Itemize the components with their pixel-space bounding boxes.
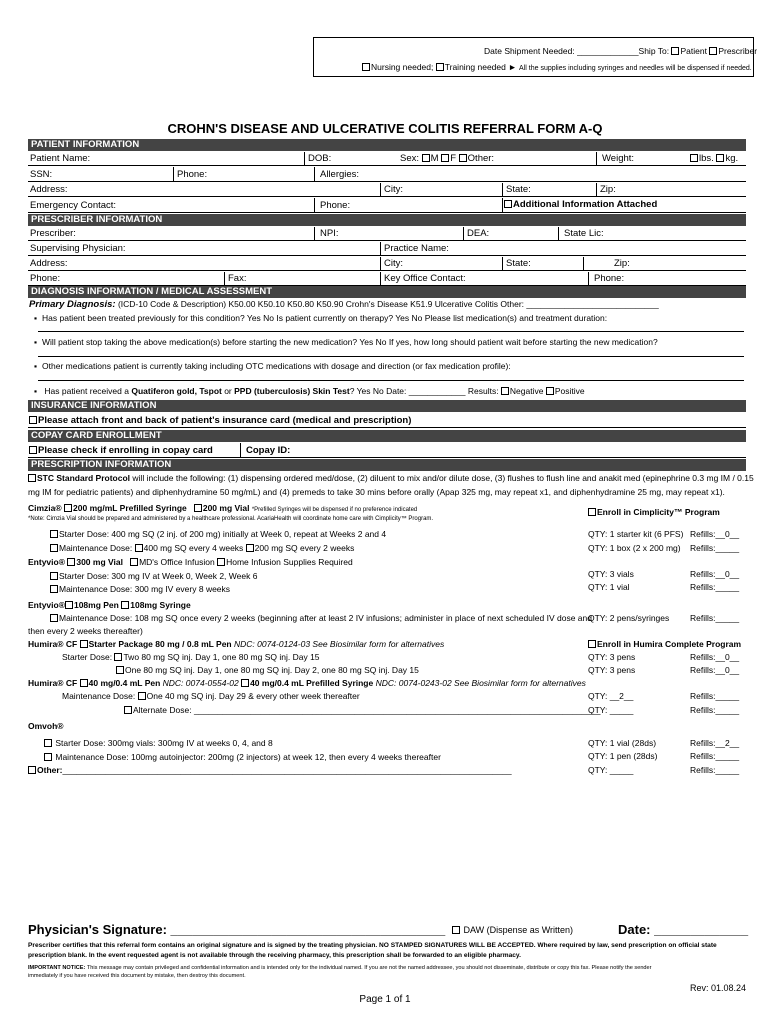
humira-complete-label: Enroll in Humira Complete Program bbox=[597, 639, 742, 649]
dea-field[interactable]: DEA: bbox=[467, 228, 490, 239]
positive-label: Positive bbox=[554, 386, 585, 396]
treated-previously-question[interactable]: ▪ Has patient been treated previously for this condition? Yes No Is patient currently on therapy? Yes No Please list medication(s) and treatment duration: bbox=[34, 313, 607, 323]
entyvio108-maint-label: Maintenance Dose: 108 mg SQ once every 2 weeks (beginning after at least 2 IV infusions; administer in place of next scheduled IV dose and bbox=[59, 613, 592, 623]
copay-id-field[interactable]: Copay ID: bbox=[246, 445, 291, 456]
answer-line[interactable] bbox=[38, 331, 744, 332]
physician-signature-field[interactable]: Physician's Signature: ______________________________________ bbox=[28, 922, 446, 937]
stc-protocol bbox=[28, 473, 754, 483]
tb-q-c: or bbox=[221, 386, 235, 396]
stc-text-2: mg IM for pediatric patients) and diphenhydramine 50 mg/mL) and (4) premeds to take 30 mins before orally (Apap 325 mg, may repeat x1, and diphenhydramine 25 mg, may repeat x1). bbox=[28, 487, 725, 497]
copay-row bbox=[28, 443, 746, 458]
stc-text: will include the following: (1) dispensing ordered med/dose, (2) diluent to mix and/or dilute dose, (3) flushes to flush line and anakit med (epinephrine 0.3 mg IM / 0.15 bbox=[130, 473, 754, 483]
copay-header: COPAY CARD ENROLLMENT bbox=[28, 430, 746, 442]
tb-q-a: Has patient received a bbox=[44, 386, 132, 396]
patient-name-field[interactable]: Patient Name: bbox=[30, 153, 91, 164]
entyvio108-refills[interactable]: Refills:_____ bbox=[690, 613, 740, 623]
weight-units bbox=[690, 153, 738, 164]
humira-refills-1[interactable]: Refills:__0__ bbox=[690, 652, 740, 662]
omvoh-maint-label: Maintenance Dose: 100mg autoinjector: 200mg (2 injectors) at week 12, then every 4 weeks thereafter bbox=[55, 752, 441, 762]
omvoh-starter-checkbox[interactable] bbox=[44, 739, 52, 747]
stc-checkbox[interactable] bbox=[28, 474, 36, 482]
humira-s2-checkbox[interactable] bbox=[116, 666, 124, 674]
sex-label: Sex: bbox=[400, 153, 420, 164]
humira40-alt-checkbox[interactable] bbox=[124, 706, 132, 714]
additional-info-label: Additional Information Attached bbox=[513, 199, 658, 210]
cimzia-qty-2[interactable]: QTY: 1 box (2 x 200 mg) bbox=[588, 543, 681, 553]
entyvio108-line bbox=[28, 600, 191, 610]
entyvio-label: Entyvio® bbox=[28, 557, 65, 567]
sex-f-label: F bbox=[450, 153, 457, 164]
entyvio-md-checkbox[interactable] bbox=[130, 558, 138, 566]
patient-zip-field[interactable]: Zip: bbox=[600, 184, 616, 195]
humira40-qty-1[interactable]: QTY: __2__ bbox=[588, 691, 634, 701]
other-line bbox=[28, 765, 512, 775]
humira40-m1-checkbox[interactable] bbox=[138, 692, 146, 700]
prescriber-row-1 bbox=[28, 227, 746, 241]
sex-other-checkbox[interactable] bbox=[459, 154, 467, 162]
entyvio108-maint-checkbox[interactable] bbox=[50, 614, 58, 622]
entyvio-qty-2[interactable]: QTY: 1 vial bbox=[588, 582, 630, 592]
daw-checkbox[interactable] bbox=[452, 926, 460, 934]
ship-line-1 bbox=[484, 46, 757, 56]
emergency-contact-field[interactable]: Emergency Contact: bbox=[30, 200, 117, 211]
entyvio108-maint-2: then every 2 weeks thereafter) bbox=[28, 626, 143, 636]
humira40-label: Humira® CF bbox=[28, 678, 78, 688]
cimzia-maint bbox=[50, 543, 354, 553]
cimzia-qty-1[interactable]: QTY: 1 starter kit (6 PFS) bbox=[588, 529, 684, 539]
omvoh-refills-1[interactable]: Refills:__2__ bbox=[690, 738, 740, 748]
cimzia-vial-label: 200 mg Vial bbox=[202, 503, 250, 513]
important-notice bbox=[28, 965, 652, 971]
nursing-label: Nursing needed; bbox=[371, 62, 436, 72]
other-input-line[interactable]: _______________________________________________________________________________________________ bbox=[62, 765, 512, 775]
sex-m-label: M bbox=[430, 153, 439, 164]
humira40-line bbox=[28, 678, 586, 688]
dob-field[interactable]: DOB: bbox=[308, 153, 332, 164]
insurance-checkbox[interactable] bbox=[29, 416, 37, 424]
humira-s1-label: Two 80 mg SQ inj. Day 1, one 80 mg SQ inj. Day 15 bbox=[123, 652, 320, 662]
tb-q-b: Quatiferon gold, Tspot bbox=[131, 386, 222, 396]
prescriber-state-field[interactable]: State: bbox=[506, 258, 531, 269]
cimzia-maint-200-label: 200 mg SQ every 2 weeks bbox=[254, 543, 355, 553]
insurance-header: INSURANCE INFORMATION bbox=[28, 400, 746, 412]
prescriber-row-4 bbox=[28, 272, 746, 286]
allergies-field[interactable]: Allergies: bbox=[320, 169, 360, 180]
omvoh-starter bbox=[44, 738, 273, 748]
notice-text-2: immediately if you have received this document by mistake, then destroy this document. bbox=[28, 973, 246, 979]
cimzia-maint-checkbox[interactable] bbox=[50, 544, 58, 552]
patient-row-2 bbox=[28, 167, 746, 182]
revision-label: Rev: 01.08.24 bbox=[690, 983, 747, 993]
humira-qty-2[interactable]: QTY: 3 pens bbox=[588, 665, 636, 675]
humira-line bbox=[28, 639, 444, 649]
tb-test-question bbox=[34, 386, 585, 396]
tb-q-e[interactable]: ? Yes No Date: ____________ Results: bbox=[349, 386, 501, 396]
ssn-field[interactable]: SSN: bbox=[30, 169, 53, 180]
cimplicity-label: Enroll in Cimplicity™ Program bbox=[597, 507, 720, 517]
state-lic-field[interactable]: State Lic: bbox=[564, 228, 604, 239]
prescriber-zip-field[interactable]: Zip: bbox=[614, 258, 630, 269]
other-qty[interactable]: QTY: _____ bbox=[588, 765, 634, 775]
entyvio108-label: Entyvio® bbox=[28, 600, 65, 610]
entyvio-vial-checkbox[interactable] bbox=[67, 558, 75, 566]
humira40-syringe-label: 40 mg/0.4 mL Prefilled Syringe bbox=[250, 678, 374, 688]
humira-s2 bbox=[116, 665, 419, 675]
entyvio-starter-label: Starter Dose: 300 mg IV at Week 0, Week 2, Week 6 bbox=[59, 571, 258, 581]
cimzia-syringe-label: 200 mg/mL Prefilled Syringe bbox=[73, 503, 187, 513]
humira-ndc: NDC: 0074-0124-03 See Biosimilar form for alternatives bbox=[231, 639, 445, 649]
stop-medication-question[interactable]: ▪ Will patient stop taking the above medication(s) before starting the new medication? Yes No If yes, how long should patient wait before starting the new medication? bbox=[34, 337, 658, 347]
entyvio-maint-label: Maintenance Dose: 300 mg IV every 8 weeks bbox=[59, 584, 231, 594]
sex-f-checkbox[interactable] bbox=[441, 154, 449, 162]
cimplicity-enroll bbox=[588, 507, 720, 517]
humira40-alt bbox=[124, 705, 601, 715]
daw-label: DAW (Dispense as Written) bbox=[463, 925, 574, 935]
humira40-pen-label: 40 mg/0.4 mL Pen bbox=[88, 678, 161, 688]
humira40-maint bbox=[62, 691, 360, 701]
form-title: CROHN'S DISEASE AND ULCERATIVE COLITIS REFERRAL FORM A-Q bbox=[167, 121, 603, 136]
cimzia-note-2: *Note: Cimzia Vial should be prepared and administered by a healthcare professional. AcariaHealth will coordinate home care with Cimplicity™ Program. bbox=[28, 516, 434, 522]
entyvio108-pen-label: 108mg Pen bbox=[73, 600, 119, 610]
entyvio-maint-checkbox[interactable] bbox=[50, 585, 58, 593]
additional-info-checkbox[interactable] bbox=[504, 200, 512, 208]
prescriber-address-field[interactable]: Address: bbox=[30, 258, 68, 269]
cimzia-maint-400-checkbox[interactable] bbox=[135, 544, 143, 552]
humira40-m1-label: One 40 mg SQ inj. Day 29 & every other week thereafter bbox=[146, 691, 360, 701]
entyvio-refills-1[interactable]: Refills:__0__ bbox=[690, 569, 740, 579]
ship-patient-checkbox[interactable] bbox=[671, 47, 679, 55]
omvoh-maint bbox=[44, 752, 441, 762]
other-refills[interactable]: Refills:_____ bbox=[690, 765, 740, 775]
patient-row-4 bbox=[28, 198, 746, 213]
diagnosis-header: DIAGNOSIS INFORMATION / MEDICAL ASSESSMENT bbox=[28, 286, 746, 298]
additional-info bbox=[504, 199, 657, 210]
cimzia-line bbox=[28, 503, 417, 513]
primary-diagnosis bbox=[29, 299, 659, 310]
cimzia-starter-label: Starter Dose: 400 mg SQ (2 inj. of 200 mg) initially at Week 0, repeat at Weeks 2 and 4 bbox=[59, 529, 387, 539]
humira-starter-pkg-checkbox[interactable] bbox=[80, 640, 88, 648]
humira40-alt-label[interactable]: Alternate Dose: ______________________________________________________________________________________ bbox=[133, 705, 601, 715]
certify-text: Prescriber certifies that this referral form contains an original signature and is signed by the treating physician. NO STAMPED SIGNATURES WILL BE ACCEPTED. Where required by law, send prescription on official state bbox=[28, 942, 717, 949]
training-checkbox[interactable] bbox=[436, 63, 444, 71]
humira40-qty-2[interactable]: QTY: _____ bbox=[588, 705, 634, 715]
answer-line[interactable] bbox=[38, 356, 744, 357]
entyvio-starter bbox=[50, 571, 257, 581]
prescription-header: PRESCRIPTION INFORMATION bbox=[28, 459, 746, 471]
signature-date-field[interactable]: Date: _____________ bbox=[618, 922, 749, 937]
cimzia-starter bbox=[50, 529, 386, 539]
entyvio-line bbox=[28, 557, 353, 567]
humira40-ndc-2: NDC: 0074-0243-02 See Biosimilar form for alternatives bbox=[373, 678, 586, 688]
weight-field[interactable]: Weight: bbox=[602, 153, 635, 164]
entyvio-qty-1[interactable]: QTY: 3 vials bbox=[588, 569, 634, 579]
cimzia-refills-2[interactable]: Refills:_____ bbox=[690, 543, 740, 553]
other-label: Other: bbox=[37, 765, 63, 775]
omvoh-refills-2[interactable]: Refills:_____ bbox=[690, 751, 740, 761]
cimzia-vial-checkbox[interactable] bbox=[194, 504, 202, 512]
stc-label: STC Standard Protocol bbox=[37, 473, 131, 483]
humira-complete-enroll bbox=[588, 639, 741, 649]
tb-q-d: PPD (tuberculosis) Skin Test bbox=[234, 386, 350, 396]
entyvio-home-label: Home Infusion Supplies Required bbox=[226, 557, 353, 567]
sex-other-label: Other: bbox=[467, 153, 495, 164]
humira-label: Humira® CF bbox=[28, 639, 78, 649]
lbs-label: lbs. bbox=[699, 153, 714, 164]
entyvio108-maint bbox=[50, 613, 592, 623]
cimzia-maint-label: Maintenance Dose: bbox=[59, 543, 135, 553]
ship-prescriber-checkbox[interactable] bbox=[709, 47, 717, 55]
patient-phone-field[interactable]: Phone: bbox=[177, 169, 208, 180]
copay-label: Please check if enrolling in copay card bbox=[38, 445, 213, 456]
ship-patient-label: Patient bbox=[680, 46, 707, 56]
notice-text: This message may contain privileged and confidential information and is intended only for the individual named. If you are not the named addressee, you should not disseminate, distribute or copy this fax. Please notify the sender bbox=[85, 965, 652, 971]
certify-text-2: prescription blank. In the event requested agent is not available through the receiving pharmacy, this prescription shall be forwarded to an eligible pharmacy. bbox=[28, 952, 521, 959]
patient-address-field[interactable]: Address: bbox=[30, 184, 68, 195]
supervising-physician-field[interactable]: Supervising Physician: bbox=[30, 243, 126, 254]
shipment-box bbox=[313, 37, 758, 77]
omvoh-qty-2[interactable]: QTY: 1 pen (28ds) bbox=[588, 751, 658, 761]
entyvio-vial-label: 300 mg Vial bbox=[76, 557, 123, 567]
humira40-refills-1[interactable]: Refills:_____ bbox=[690, 691, 740, 701]
sex-field bbox=[400, 153, 494, 164]
omvoh-label: Omvoh® bbox=[28, 721, 64, 731]
page-number: Page 1 of 1 bbox=[359, 994, 411, 1005]
other-medications-question[interactable]: ▪ Other medications patient is currently taking including OTC medications with dosage and direction (or fax medication profile): bbox=[34, 361, 511, 371]
other-checkbox[interactable] bbox=[28, 766, 36, 774]
ship-prescriber-label: Prescriber bbox=[718, 46, 758, 56]
entyvio-md-label: MD's Office Infusion bbox=[139, 557, 215, 567]
humira-qty-1[interactable]: QTY: 3 pens bbox=[588, 652, 636, 662]
patient-info-header: PATIENT INFORMATION bbox=[28, 139, 746, 151]
omvoh-qty-1[interactable]: QTY: 1 vial (28ds) bbox=[588, 738, 657, 748]
kg-label: kg. bbox=[725, 153, 739, 164]
ship-date-label: Date Shipment Needed: _____________Ship To: bbox=[484, 46, 672, 56]
cimzia-label: Cimzia® bbox=[28, 503, 62, 513]
cimzia-maint-200-checkbox[interactable] bbox=[246, 544, 254, 552]
ship-line-2 bbox=[362, 62, 752, 72]
insurance-attach bbox=[29, 415, 411, 426]
humira-starter-pkg-label: Starter Package 80 mg / 0.8 mL Pen bbox=[88, 639, 232, 649]
humira-complete-checkbox[interactable] bbox=[588, 640, 596, 648]
omvoh-maint-checkbox[interactable] bbox=[44, 753, 52, 761]
prescriber-city-field[interactable]: City: bbox=[384, 258, 403, 269]
daw bbox=[452, 925, 573, 935]
entyvio108-qty[interactable]: QTY: 2 pens/syringes bbox=[588, 613, 670, 623]
prescriber-fax-field[interactable]: Fax: bbox=[228, 273, 247, 284]
negative-checkbox[interactable] bbox=[501, 387, 509, 395]
answer-line[interactable] bbox=[38, 380, 744, 381]
nursing-checkbox[interactable] bbox=[362, 63, 370, 71]
copay-enroll bbox=[29, 445, 213, 456]
cimzia-syringe-checkbox[interactable] bbox=[64, 504, 72, 512]
lbs-checkbox[interactable] bbox=[690, 154, 698, 162]
entyvio-maint bbox=[50, 584, 230, 594]
cimzia-starter-checkbox[interactable] bbox=[50, 530, 58, 538]
patient-state-field[interactable]: State: bbox=[506, 184, 531, 195]
notice-label: IMPORTANT NOTICE: bbox=[28, 965, 86, 971]
key-office-phone-field[interactable]: Phone: bbox=[594, 273, 625, 284]
key-office-contact-field[interactable]: Key Office Contact: bbox=[384, 273, 466, 284]
emergency-phone-field[interactable]: Phone: bbox=[320, 200, 351, 211]
humira40-pen-checkbox[interactable] bbox=[80, 679, 88, 687]
humira-s2-label: One 80 mg SQ inj. Day 1, one 80 mg SQ inj. Day 2, one 80 mg SQ inj. Day 15 bbox=[125, 665, 419, 675]
sex-m-checkbox[interactable] bbox=[422, 154, 430, 162]
cimzia-note: *Prefilled Syringes will be dispensed if no preference indicated bbox=[251, 507, 418, 513]
prescriber-row-2 bbox=[28, 242, 746, 256]
humira-starter-label: Starter Dose: bbox=[62, 652, 113, 662]
training-label: Training needed bbox=[444, 62, 506, 72]
insurance-label: Please attach front and back of patient's insurance card (medical and prescription) bbox=[38, 415, 412, 426]
humira-starter bbox=[62, 652, 320, 662]
patient-city-field[interactable]: City: bbox=[384, 184, 403, 195]
arrow-icon: ► bbox=[508, 62, 517, 72]
primary-diagnosis-label: Primary Diagnosis: bbox=[29, 299, 116, 310]
negative-label: Negative bbox=[509, 386, 544, 396]
humira-refills-2[interactable]: Refills:__0__ bbox=[690, 665, 740, 675]
prescriber-field[interactable]: Prescriber: bbox=[30, 228, 76, 239]
prescriber-row-3 bbox=[28, 257, 746, 271]
npi-field[interactable]: NPI: bbox=[320, 228, 339, 239]
cimzia-maint-400-label: 400 mg SQ every 4 weeks bbox=[143, 543, 246, 553]
entyvio-home-checkbox[interactable] bbox=[217, 558, 225, 566]
prescriber-info-header: PRESCRIBER INFORMATION bbox=[28, 214, 746, 226]
practice-name-field[interactable]: Practice Name: bbox=[384, 243, 449, 254]
kg-checkbox[interactable] bbox=[716, 154, 724, 162]
insurance-row bbox=[28, 413, 746, 428]
supplies-note: All the supplies including syringes and needles will be dispensed if needed. bbox=[519, 65, 752, 72]
primary-diagnosis-options[interactable]: (ICD-10 Code & Description) K50.00 K50.10 K50.80 K50.90 Crohn's Disease K51.9 Ulcerative Colitis Other: ____________________________ bbox=[115, 299, 659, 309]
entyvio108-syringe-label: 108mg Syringe bbox=[130, 600, 191, 610]
entyvio-refills-2[interactable]: Refills:_____ bbox=[690, 582, 740, 592]
humira40-maint-label: Maintenance Dose: bbox=[62, 691, 136, 701]
omvoh-starter-label: Starter Dose: 300mg vials: 300mg IV at weeks 0, 4, and 8 bbox=[55, 738, 273, 748]
cimplicity-checkbox[interactable] bbox=[588, 508, 596, 516]
copay-checkbox[interactable] bbox=[29, 446, 37, 454]
humira40-ndc-1: NDC: 0074-0554-02 bbox=[160, 678, 242, 688]
entyvio-starter-checkbox[interactable] bbox=[50, 572, 58, 580]
patient-row-3 bbox=[28, 183, 746, 197]
humira40-syringe-checkbox[interactable] bbox=[241, 679, 249, 687]
cimzia-refills-1[interactable]: Refills:__0__ bbox=[690, 529, 740, 539]
prescriber-phone-field[interactable]: Phone: bbox=[30, 273, 61, 284]
patient-row-1 bbox=[28, 152, 746, 166]
entyvio108-pen-checkbox[interactable] bbox=[65, 601, 73, 609]
humira-s1-checkbox[interactable] bbox=[114, 653, 122, 661]
humira40-refills-2[interactable]: Refills:_____ bbox=[690, 705, 740, 715]
positive-checkbox[interactable] bbox=[546, 387, 554, 395]
entyvio108-syringe-checkbox[interactable] bbox=[121, 601, 129, 609]
